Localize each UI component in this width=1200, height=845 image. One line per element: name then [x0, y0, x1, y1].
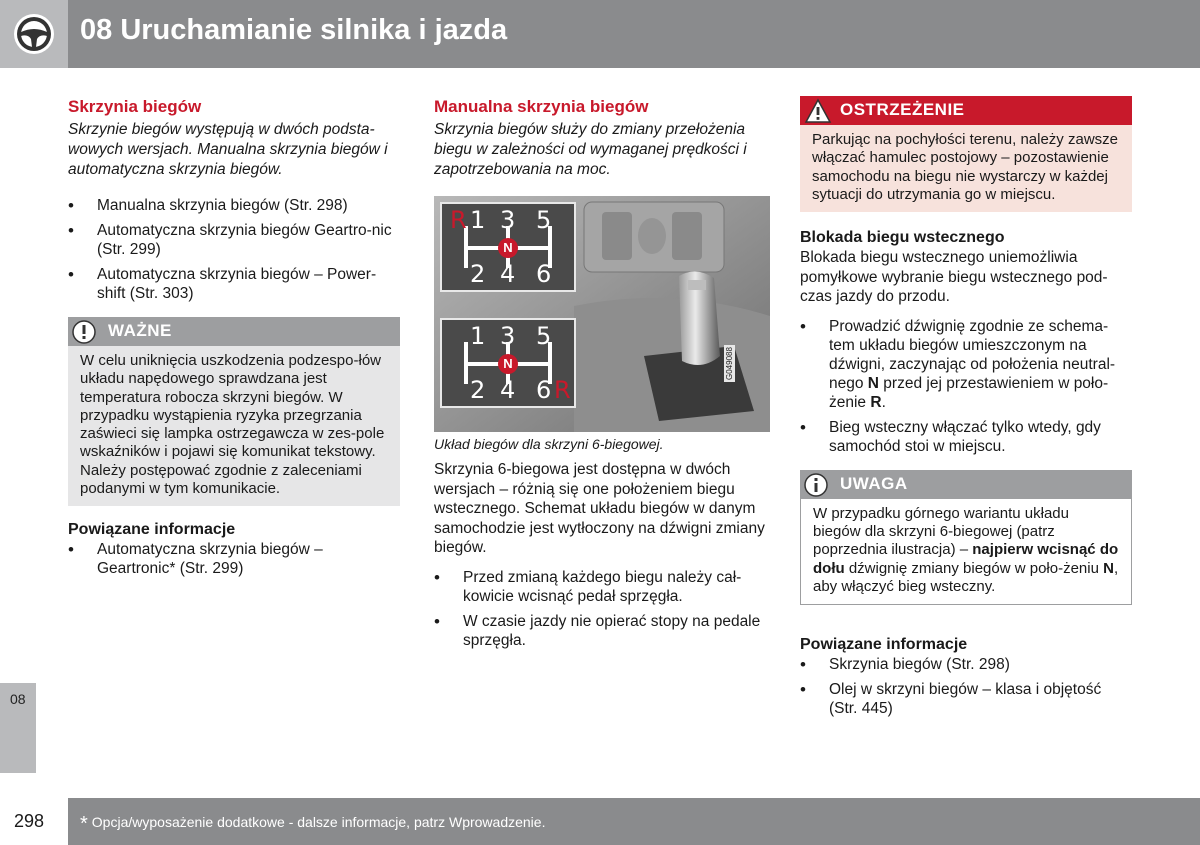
- neutral-marker: N: [498, 354, 518, 374]
- gear-label: 4: [500, 376, 516, 404]
- column-3: [800, 96, 1132, 724]
- footnote: [80, 813, 545, 836]
- chapter-side-tab-label: 08: [10, 691, 26, 707]
- important-callout-header: [68, 317, 400, 346]
- body-text: Skrzynia 6-biegowa jest dostępna w dwóch wersjach – różnią się one położeniem biegu wstecznego. Schemat układu biegów w danym samochodzie jest wytłoczony na dźwigni zmiany biegów.: [434, 461, 765, 556]
- list-item[interactable]: • Automatyczna skrzynia biegów Geartro-nic (Str. 299): [68, 221, 400, 259]
- gearbox-list: [68, 196, 400, 303]
- gear-label: 4: [500, 260, 516, 288]
- warning-triangle-icon: [804, 98, 832, 124]
- chapter-title: 08 Uruchamianie silnika i jazda: [80, 14, 508, 46]
- header-icon-box: [0, 0, 68, 68]
- steering-wheel-icon: [12, 12, 56, 56]
- reverse-lock-text: Blokada biegu wstecznego uniemożliwia pomyłkowe wybranie biegu wstecznego pod-czas jazdy do przodu.: [800, 249, 1108, 306]
- figure-code: G049088: [725, 347, 734, 380]
- reverse-lock-list: [800, 317, 1132, 456]
- column-1: [68, 96, 400, 584]
- list-item[interactable]: • Manualna skrzynia biegów (Str. 298): [68, 196, 400, 215]
- section-heading-gearboxes: Skrzynia biegów: [68, 97, 202, 116]
- note-callout-header: [800, 470, 1132, 499]
- gear-pattern-figure: [434, 196, 770, 432]
- list-item: • Bieg wsteczny włączać tylko wtedy, gdy samochód stoi w miejscu.: [800, 418, 1132, 456]
- figure-caption: Układ biegów dla skrzyni 6-biegowej.: [434, 436, 664, 452]
- gear-pattern-top: [440, 202, 576, 292]
- section-intro: Skrzynie biegów występują w dwóch podsta-wowych wersjach. Manualna skrzynia biegów i automatyczna skrzynia biegów.: [68, 121, 388, 178]
- related-heading: Powiązane informacje: [800, 636, 968, 654]
- gear-label: 2: [470, 376, 486, 404]
- important-text: W celu uniknięcia uszkodzenia podzespo-łów układu napędowego sprawdzana jest temperatura robocza skrzyni biegów. W przypadku wystąpienia ryzyka przegrzania zaświeci się lampka ostrzegawcza w zes-pole wskaźników i pojawi się komunikat tekstowy. Należy postępować zgodnie z zaleceniami podanymi w tym komunikacie.: [68, 346, 400, 506]
- list-item: • W czasie jazdy nie opierać stopy na pedale sprzęgła.: [434, 612, 770, 650]
- note-text: W przypadku górnego wariantu układu biegów dla skrzyni 6-biegowej (patrz poprzednia ilustracja) – najpierw wcisnąć do dołu dźwignię zmiany biegów w poło-żeniu N, aby włączyć bieg wsteczny.: [800, 499, 1132, 605]
- related-list: [800, 655, 1132, 718]
- list-item[interactable]: • Olej w skrzyni biegów – klasa i objętość (Str. 445): [800, 680, 1132, 718]
- gear-label: 6: [536, 260, 552, 288]
- important-label: WAŻNE: [108, 321, 172, 340]
- gear-label: 3: [500, 206, 516, 234]
- info-icon: [803, 472, 829, 498]
- note-label: UWAGA: [840, 473, 908, 493]
- page-number: 298: [14, 811, 45, 831]
- gear-label-R: R: [554, 376, 571, 404]
- gear-label: 1: [470, 206, 486, 234]
- warning-callout-header: [800, 96, 1132, 125]
- important-callout: [68, 317, 400, 506]
- gear-label: 5: [536, 206, 552, 234]
- warning-label: OSTRZEŻENIE: [840, 100, 965, 119]
- gear-label-R: R: [450, 206, 467, 234]
- footnote-marker: *: [80, 813, 88, 835]
- warning-text: Parkując na pochyłości terenu, należy zawsze włączać hamulec postojowy – pozostawienie samochodu na biegu nie wystarczy w każdej sytuacji do utrzymania go w miejscu.: [800, 125, 1132, 212]
- section-heading-manual: Manualna skrzynia biegów: [434, 97, 649, 116]
- gear-label: 1: [470, 322, 486, 350]
- column-2: [434, 96, 770, 656]
- neutral-marker: N: [498, 238, 518, 258]
- gear-pattern-bottom: [440, 318, 576, 408]
- reverse-lock-heading: Blokada biegu wstecznego: [800, 229, 1005, 247]
- list-item[interactable]: • Skrzynia biegów (Str. 298): [800, 655, 1132, 674]
- list-item: • Przed zmianą każdego biegu należy cał-kowicie wcisnąć pedał sprzęgła.: [434, 568, 770, 606]
- note-callout: [800, 470, 1132, 605]
- related-list: [68, 540, 400, 578]
- list-item[interactable]: • Automatyczna skrzynia biegów – Power-shift (Str. 303): [68, 265, 400, 303]
- related-heading: Powiązane informacje: [68, 521, 236, 539]
- clutch-list: [434, 568, 770, 650]
- gear-label: 3: [500, 322, 516, 350]
- gear-label: 6: [536, 376, 552, 404]
- exclamation-icon: [71, 319, 97, 345]
- section-intro: Skrzynia biegów służy do zmiany przełożenia biegu w zależności od wymaganej prędkości i zapotrzebowania na moc.: [434, 121, 747, 178]
- list-item[interactable]: • Automatyczna skrzynia biegów – Geartronic* (Str. 299): [68, 540, 400, 578]
- list-item: • Prowadzić dźwignię zgodnie ze schema-tem układu biegów umieszczonym na dźwigni, zaczynając od położenia neutral-nego N przed jej przestawieniem w poło-żenie R.: [800, 317, 1132, 412]
- gear-label: 2: [470, 260, 486, 288]
- gear-label: 5: [536, 322, 552, 350]
- footnote-text: Opcja/wyposażenie dodatkowe - dalsze informacje, patrz Wprowadzenie.: [91, 814, 546, 830]
- warning-callout: [800, 96, 1132, 212]
